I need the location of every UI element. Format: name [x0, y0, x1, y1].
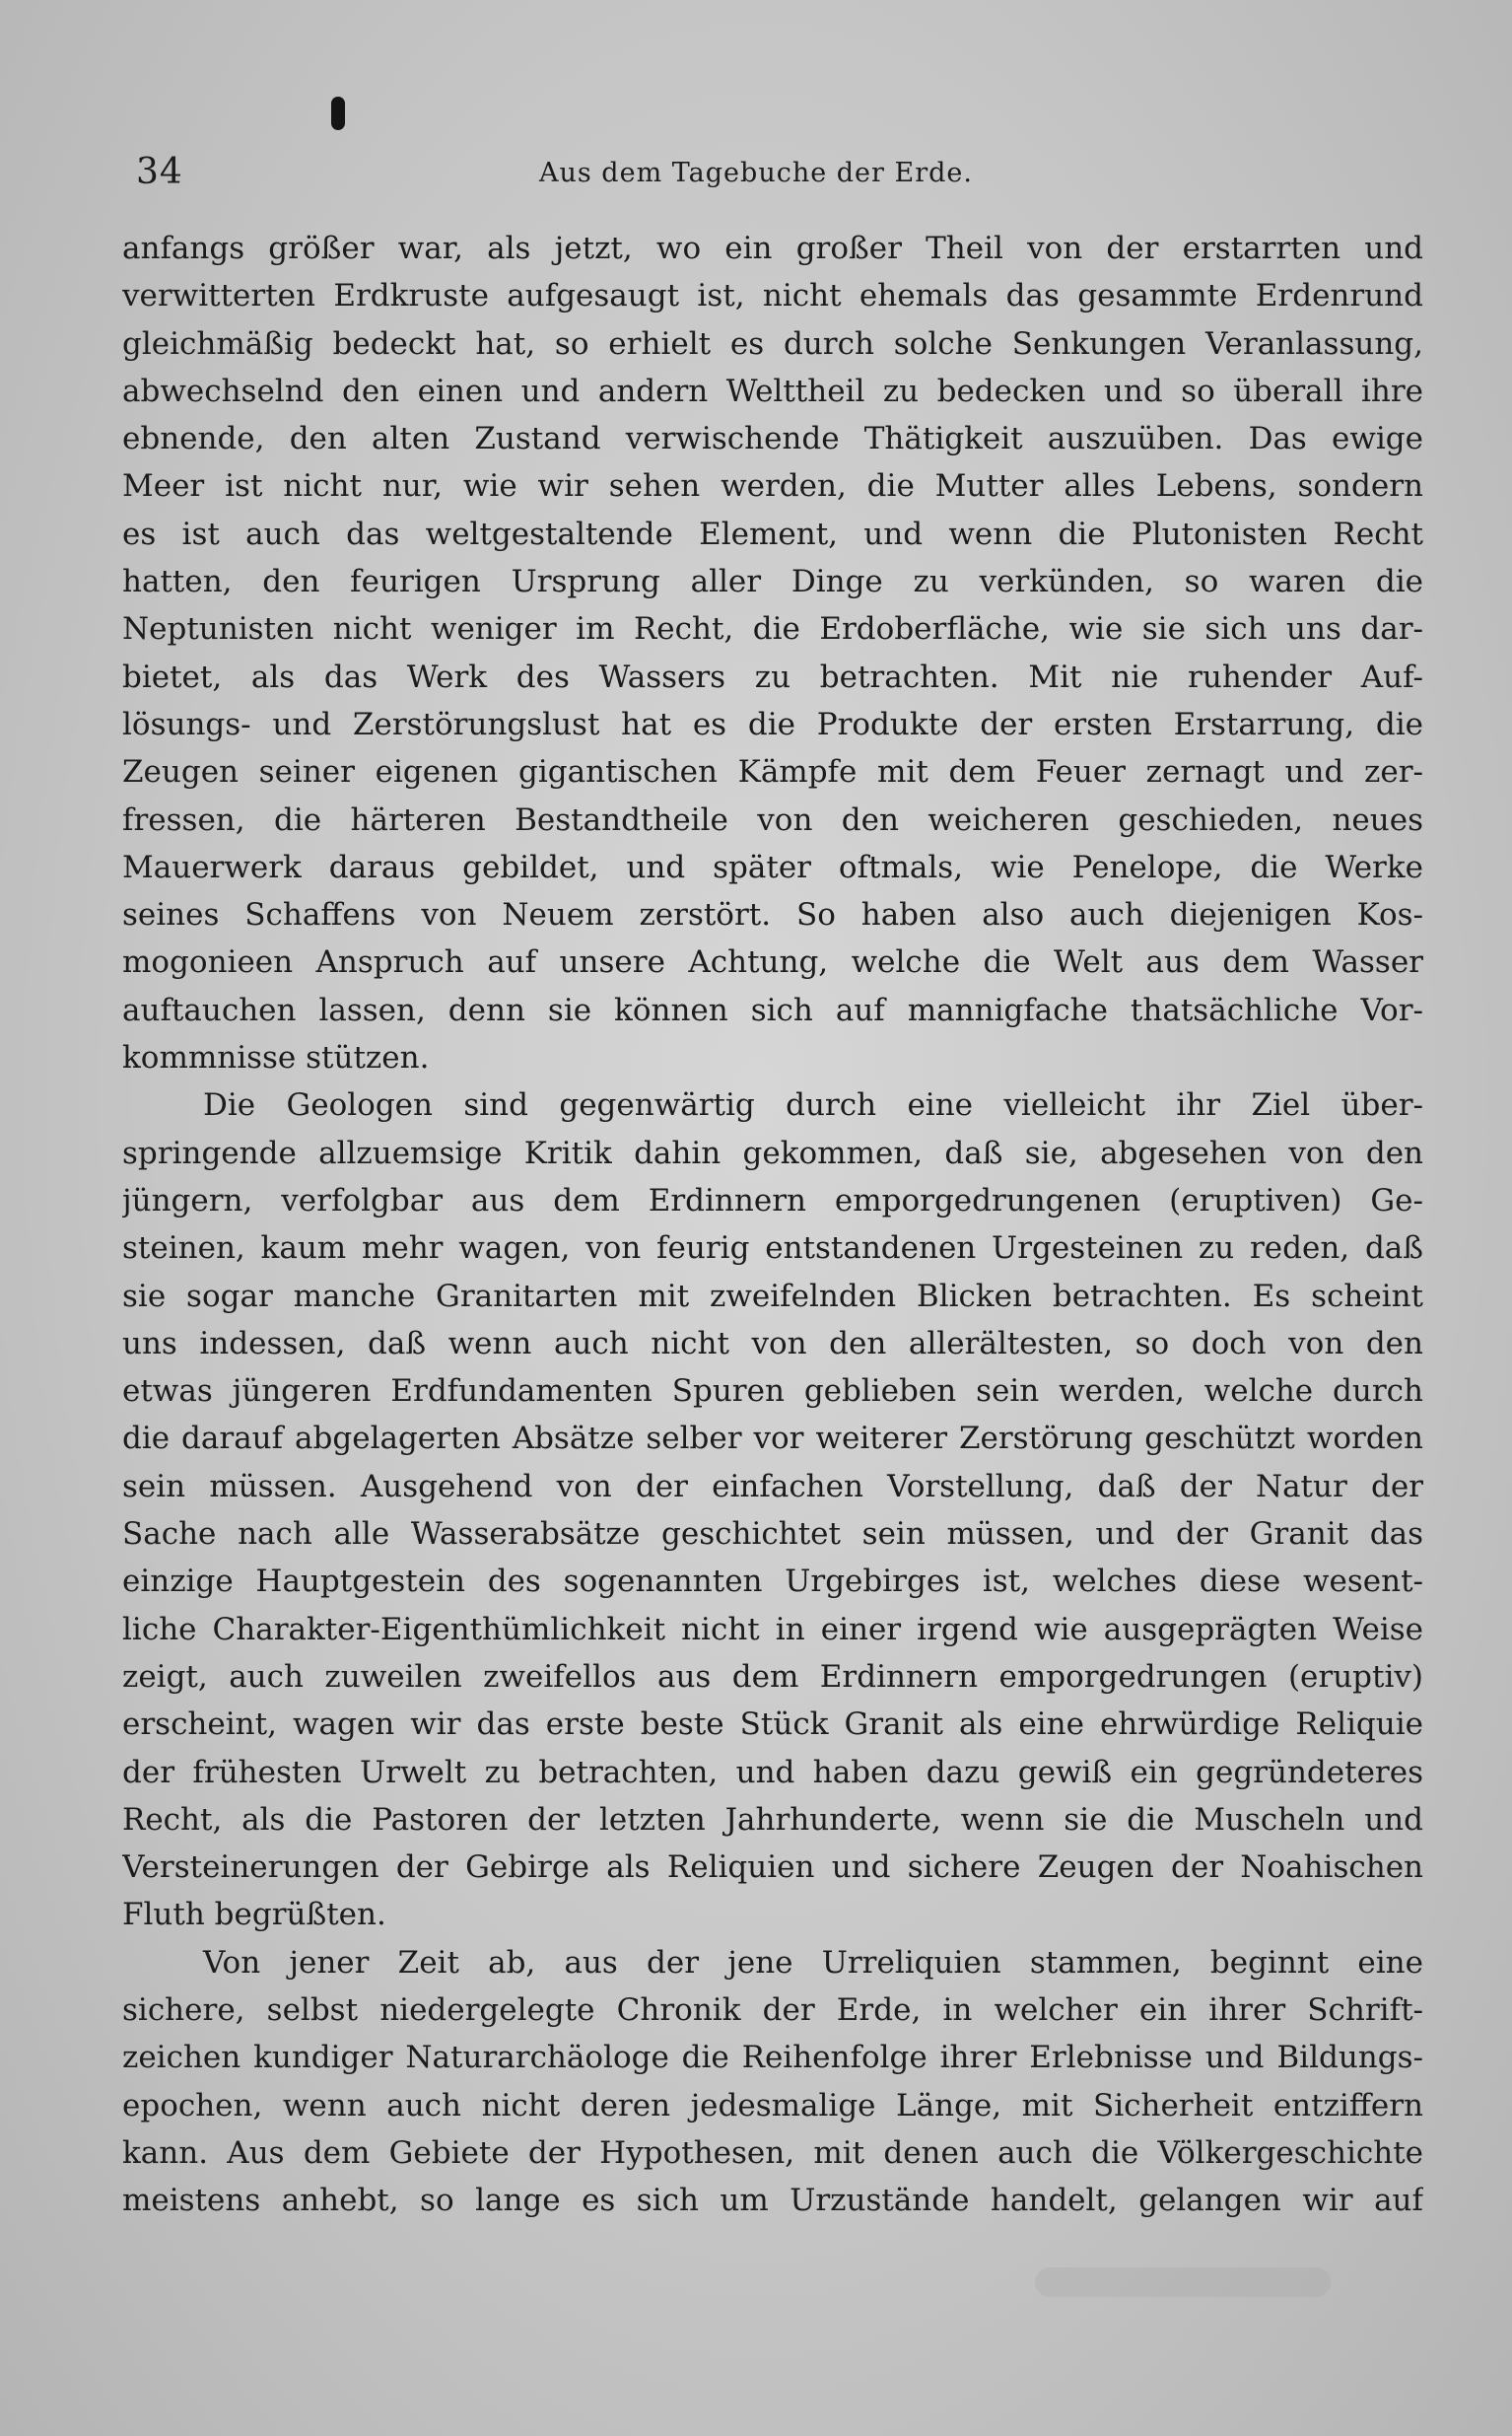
running-title: Aus dem Tagebuche der Erde. [538, 158, 973, 188]
text-line: fressen, die härteren Bestandtheile von den weicheren geschieden, neues [122, 801, 1423, 838]
text-line: hatten, den feurigen Ursprung aller Dinge zu verkünden, so waren die [122, 564, 1423, 600]
text-line: meistens anhebt, so lange es sich um Urzustände handelt, gelangen wir auf [122, 2183, 1423, 2219]
text-line: seines Schaffens von Neuem zerstört. So haben also auch diejenigen Kos- [122, 897, 1423, 934]
text-line: Zeugen seiner eigenen gigantischen Kämpfe mit dem Feuer zernagt und zer- [122, 754, 1423, 791]
text-line: anfangs größer war, als jetzt, wo ein großer Theil von der erstarrten und [122, 231, 1423, 266]
text-line: abwechselnd den einen und andern Welttheil zu bedecken und so überall ihre [122, 373, 1423, 409]
text-line: Von jener Zeit ab, aus der jene Urreliquien stammen, beginnt eine [203, 1944, 1423, 1981]
text-line: einzige Hauptgestein des sogenannten Urgebirges ist, welches diese wesent- [122, 1564, 1423, 1600]
page-number: 34 [136, 152, 183, 192]
text-line: sie sogar manche Granitarten mit zweifelnden Blicken betrachten. Es scheint [122, 1278, 1423, 1314]
text-line: Versteinerungen der Gebirge als Reliquien und sichere Zeugen der Noahischen [122, 1849, 1423, 1886]
text-line: sein müssen. Ausgehend von der einfachen Vorstellung, daß der Natur der [122, 1468, 1423, 1504]
text-line: lösungs- und Zerstörungslust hat es die Produkte der ersten Erstarrung, die [122, 706, 1423, 742]
text-line: springende allzuemsige Kritik dahin gekommen, daß sie, abgesehen von den [122, 1135, 1423, 1171]
body-text [122, 225, 1423, 2224]
text-line: erscheint, wagen wir das erste beste Stück Granit als eine ehrwürdige Reliquie [122, 1706, 1423, 1743]
text-line: zeichen kundiger Naturarchäologe die Reihenfolge ihrer Erlebnisse und Bildungs- [122, 2040, 1423, 2076]
text-line: Recht, als die Pastoren der letzten Jahrhunderte, wenn sie die Muscheln und [122, 1801, 1423, 1838]
text-line: Sache nach alle Wasserabsätze geschichtet sein müssen, und der Granit das [122, 1516, 1423, 1553]
text-line: auftauchen lassen, denn sie können sich auf mannigfache thatsächliche Vor- [122, 992, 1423, 1028]
text-line: Die Geologen sind gegenwärtig durch eine vielleicht ihr Ziel über- [203, 1087, 1423, 1124]
text-line: kommnisse stützen. [122, 1040, 430, 1077]
text-line: uns indessen, daß wenn auch nicht von den allerältesten, so doch von den [122, 1325, 1423, 1361]
text-line: die darauf abgelagerten Absätze selber vor weiterer Zerstörung geschützt worden [122, 1421, 1423, 1457]
text-line: der frühesten Urwelt zu betrachten, und haben dazu gewiß ein gegründeteres [122, 1754, 1423, 1790]
page-header [0, 148, 1512, 197]
text-line: Mauerwerk daraus gebildet, und später oftmals, wie Penelope, die Werke [122, 849, 1423, 885]
text-line: sichere, selbst niedergelegte Chronik der Erde, in welcher ein ihrer Schrift- [122, 1991, 1423, 2028]
text-line: steinen, kaum mehr wagen, von feurig entstandenen Urgesteinen zu reden, daß [122, 1230, 1423, 1267]
text-line: Meer ist nicht nur, wie wir sehen werden, die Mutter alles Lebens, sondern [122, 468, 1423, 505]
text-line: liche Charakter-Eigenthümlichkeit nicht in einer irgend wie ausgeprägten Weise [122, 1611, 1423, 1647]
text-line: ebnende, den alten Zustand verwischende Thätigkeit auszuüben. Das ewige [122, 421, 1423, 457]
text-line: etwas jüngeren Erdfundamenten Spuren geblieben sein werden, welche durch [122, 1373, 1423, 1410]
paper-stain [1035, 2267, 1331, 2297]
text-line: verwitterten Erdkruste aufgesaugt ist, nicht ehemals das gesammte Erdenrund [122, 278, 1423, 314]
text-line: bietet, als das Werk des Wassers zu betrachten. Mit nie ruhender Auf- [122, 659, 1423, 695]
text-line: Fluth begrüßten. [122, 1897, 386, 1933]
text-line: es ist auch das weltgestaltende Element, und wenn die Plutonisten Recht [122, 516, 1423, 552]
text-line: mogonieen Anspruch auf unsere Achtung, welche die Welt aus dem Wasser [122, 944, 1423, 981]
ink-blot [331, 97, 345, 130]
text-line: jüngern, verfolgbar aus dem Erdinnern emporgedrungenen (eruptiven) Ge- [122, 1182, 1423, 1218]
text-line: gleichmäßig bedeckt hat, so erhielt es durch solche Senkungen Veranlassung, [122, 325, 1423, 362]
text-line: zeigt, auch zuweilen zweifellos aus dem Erdinnern emporgedrungen (eruptiv) [122, 1658, 1423, 1695]
text-line: epochen, wenn auch nicht deren jedesmalige Länge, mit Sicherheit entziffern [122, 2087, 1423, 2123]
text-line: Neptunisten nicht weniger im Recht, die Erdoberfläche, wie sie sich uns dar- [122, 611, 1423, 648]
text-line: kann. Aus dem Gebiete der Hypothesen, mit denen auch die Völkergeschichte [122, 2134, 1423, 2171]
